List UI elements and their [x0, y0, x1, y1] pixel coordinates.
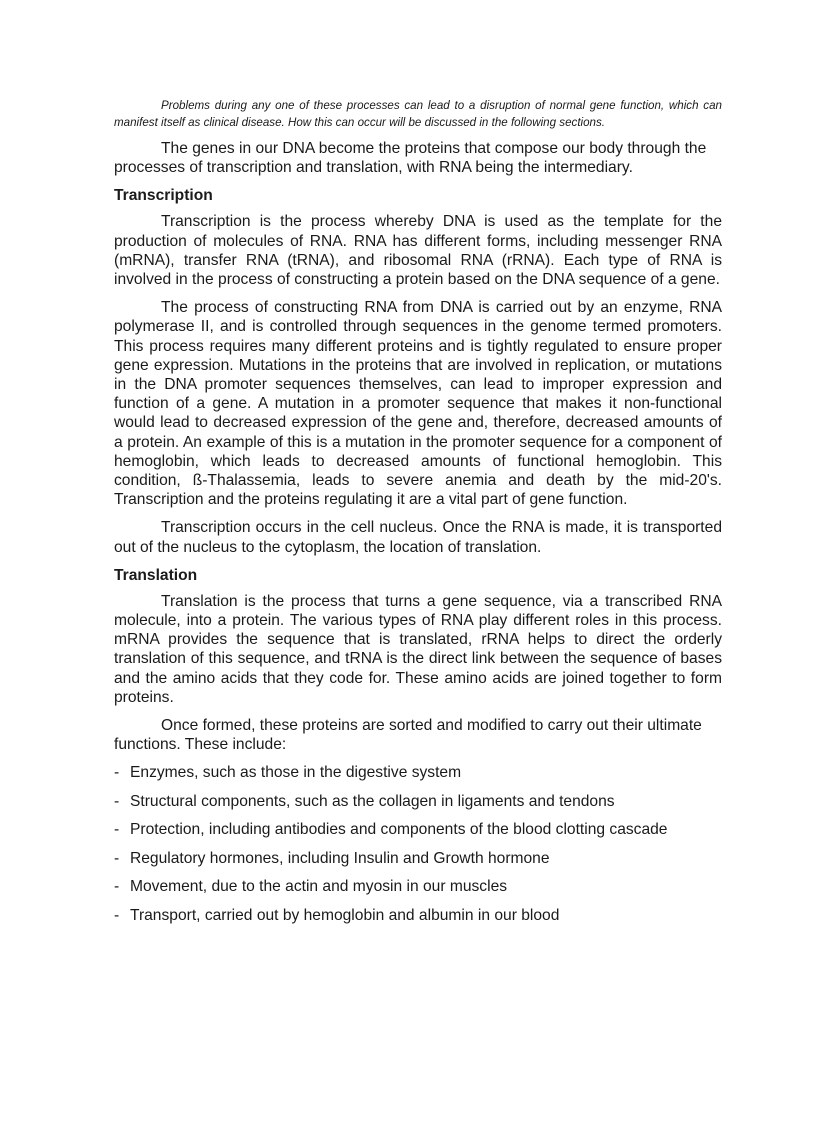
list-item	[114, 906, 722, 925]
transcription-paragraph-2: The process of constructing RNA from DNA is carried out by an enzyme, RNA polymerase II, and is controlled through sequences in the genome termed promoters. This process requires many different proteins and is tightly regulated to ensure proper gene expression. Mutations in the proteins that are involved in replication, or mutations in the DNA promoter sequences themselves, can lead to improper expression and function of a gene. A mutation in a promoter sequence that makes it non-functional would lead to decreased expression of the gene and, therefore, decreased amounts of a protein. An example of this is a mutation in the promoter sequence for a component of hemoglobin, which leads to decreased amounts of functional hemoglobin. This condition, ß-Thalassemia, leads to severe anemia and death by the mid-20's. Transcription and the proteins regulating it are a vital part of gene function.	[114, 299, 722, 509]
list-item	[114, 820, 722, 839]
document-page	[114, 98, 722, 934]
intro-note: Problems during any one of these processes can lead to a disruption of normal gene function, which can manifest itself as clinical disease. How this can occur will be discussed in the following sections.	[114, 99, 722, 129]
genes-paragraph: The genes in our DNA become the proteins that compose our body through the processes of transcription and translation, with RNA being the intermediary.	[114, 140, 707, 177]
translation-paragraph-1: Translation is the process that turns a gene sequence, via a transcribed RNA molecule, into a protein. The various types of RNA play different roles in this process. mRNA provides the sequence that is translated, rRNA helps to direct the orderly translation of this sequence, and tRNA is the direct link between the sequence of bases and the amino acids that they code for. These amino acids are joined together to form proteins.	[114, 592, 722, 706]
bullet-dash: -	[114, 764, 120, 782]
bullet-dash: -	[114, 821, 120, 839]
list-item	[114, 763, 722, 782]
bullet-dash: -	[114, 906, 120, 924]
list-item-text: Enzymes, such as those in the digestive system	[130, 764, 462, 782]
list-item	[114, 792, 722, 811]
list-item	[114, 849, 722, 868]
transcription-heading: Transcription	[114, 187, 213, 205]
bullet-dash: -	[114, 849, 120, 867]
bullet-dash: -	[114, 878, 120, 896]
list-item-text: Movement, due to the actin and myosin in our muscles	[130, 878, 508, 896]
translation-heading: Translation	[114, 566, 198, 584]
bullet-dash: -	[114, 792, 120, 810]
list-item-text: Regulatory hormones, including Insulin and Growth hormone	[130, 849, 550, 867]
transcription-paragraph-3: Transcription occurs in the cell nucleus. Once the RNA is made, it is transported out of the nucleus to the cytoplasm, the location of translation.	[114, 519, 722, 556]
transcription-paragraph-1: Transcription is the process whereby DNA is used as the template for the production of molecules of RNA. RNA has different forms, including messenger RNA (mRNA), transfer RNA (tRNA), and ribosomal RNA (rRNA). Each type of RNA is involved in the process of constructing a protein based on the DNA sequence of a gene.	[114, 213, 722, 289]
list-item	[114, 877, 722, 896]
protein-functions-list	[114, 763, 722, 925]
translation-paragraph-2: Once formed, these proteins are sorted and modified to carry out their ultimate functions. These include:	[114, 717, 702, 754]
list-item-text: Transport, carried out by hemoglobin and albumin in our blood	[130, 906, 560, 924]
list-item-text: Protection, including antibodies and components of the blood clotting cascade	[130, 821, 668, 839]
list-item-text: Structural components, such as the collagen in ligaments and tendons	[130, 792, 615, 810]
